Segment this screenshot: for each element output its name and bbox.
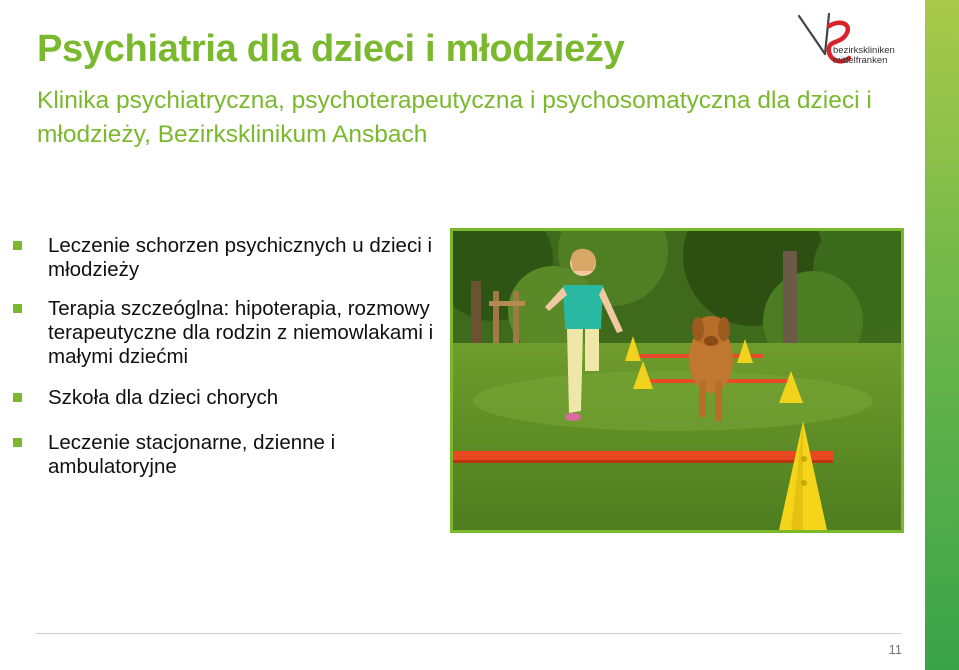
bullet-item [13,431,443,479]
bullet-text: Terapia szczeóglna: hipoterapia, rozmowy terapeutyczne dla rodzin z niemowlakami i małymi dziećmi [48,297,434,368]
bullet-text: Leczenie stacjonarne, dzienne i ambulatoryjne [48,431,336,478]
photo-girl-with-dog [450,228,904,533]
logo-mark [795,12,927,76]
slide-subtitle: Klinika psychiatryczna, psychoterapeutyczna i psychosomatyczna dla dzieci i młodzieży, Bezirksklinikum Ansbach [37,87,872,148]
footer-divider [36,633,902,634]
photo-illustration [453,231,901,530]
bezirkskliniken-logo [795,12,927,76]
square-bullet-icon [13,304,22,313]
bullet-list [13,234,443,479]
bullet-item [13,234,443,282]
slide-title: Psychiatria dla dzieci i młodzieży [37,28,625,70]
side-accent-bar [925,0,959,670]
square-bullet-icon [13,241,22,250]
logo-line-2: mittelfranken [833,55,888,66]
page-number: 11 [888,642,902,657]
bullet-item [13,297,443,369]
square-bullet-icon [13,438,22,447]
bullet-item [13,386,443,410]
logo-line-1: bezirkskliniken [833,45,895,56]
square-bullet-icon [13,393,22,402]
bullet-text: Leczenie schorzen psychicznych u dzieci i młodzieży [48,234,432,281]
bullet-text: Szkoła dla dzieci chorych [48,386,279,409]
